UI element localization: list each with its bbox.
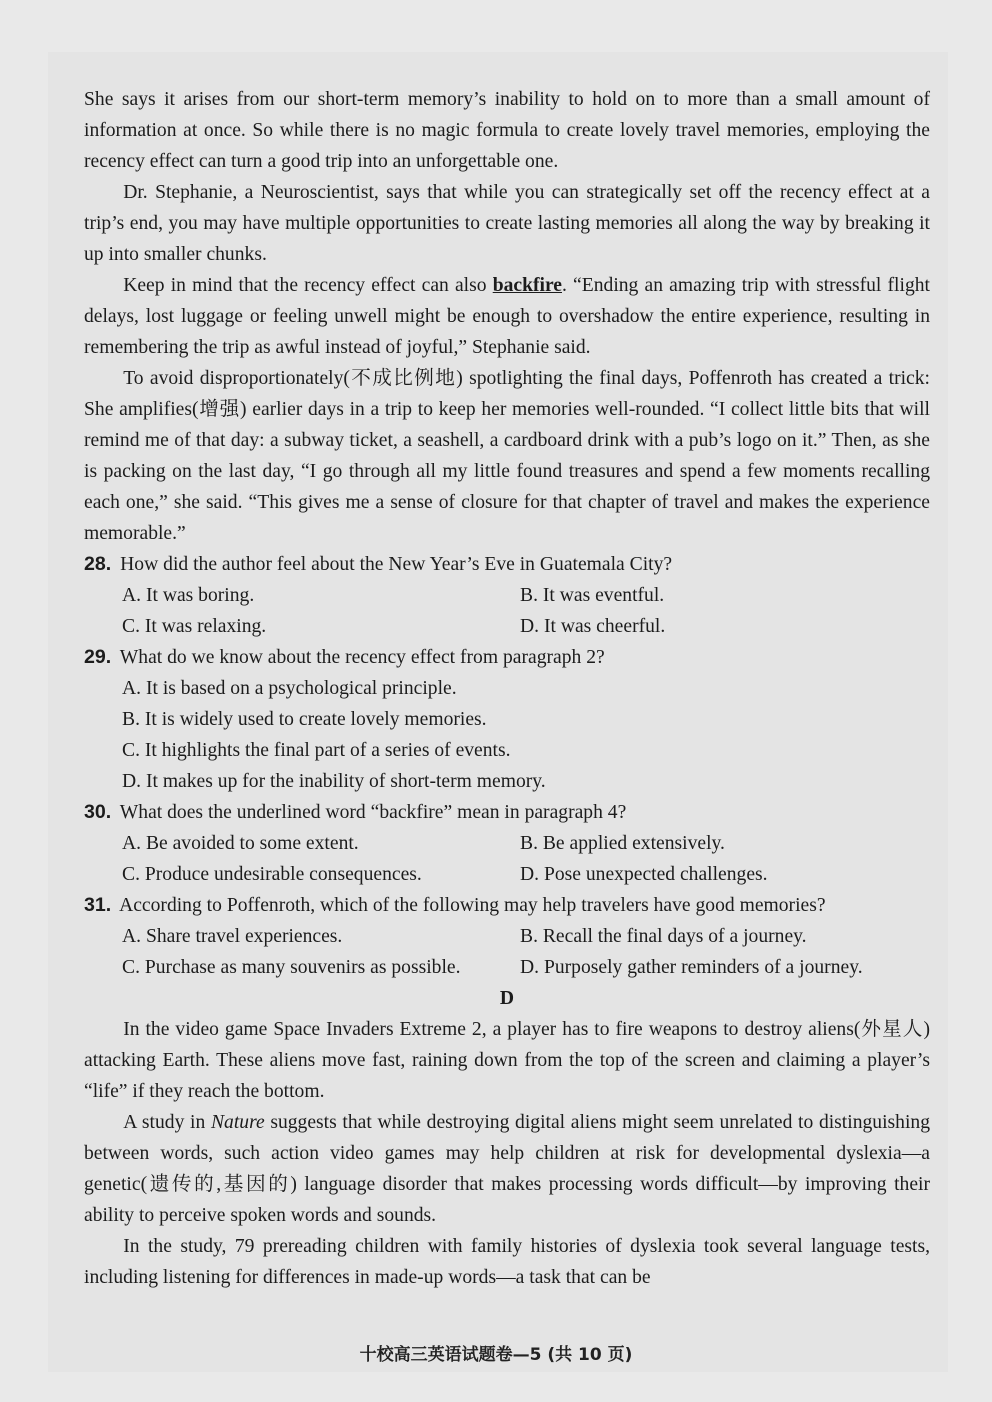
option-b: B. Recall the final days of a journey. [520, 926, 807, 947]
option-c: C. Produce undesirable consequences. [122, 864, 422, 885]
question-29 [84, 642, 930, 797]
option-b: B. It is widely used to create lovely memories. [122, 709, 487, 730]
question-30 [84, 797, 930, 890]
option-a: A. Be avoided to some extent. [122, 833, 359, 854]
backfire-text-after: . “Ending an amazing trip with stressful flight delays, lost luggage or feeling unwell might be enough to overshadow the entire experience, resulting in remembering the trip as awful instead of joyful,” Stephanie said. [84, 275, 930, 358]
passage-d-paragraph-1: In the video game Space Invaders Extreme 2, a player has to fire weapons to destroy aliens(外星人) attacking Earth. These aliens move fast, raining down from the top of the screen and claiming a player’s “life” if they reach the bottom. [84, 1019, 930, 1102]
backfire-text-before: Keep in mind that the recency effect can also [123, 275, 493, 296]
option-d: D. It makes up for the inability of short-term memory. [122, 771, 546, 792]
p2-text-before: A study in [123, 1112, 211, 1133]
passage-d-paragraph-2 [84, 1107, 930, 1231]
backfire-underlined-word: backfire [492, 275, 562, 296]
journal-name: Nature [210, 1112, 265, 1133]
option-a: A. It is based on a psychological principle. [122, 678, 457, 699]
passage-d-heading: D [499, 988, 515, 1009]
question-stem: How did the author feel about the New Year’s Eve in Guatemala City? [120, 554, 673, 575]
question-28 [84, 549, 930, 642]
option-d: D. Pose unexpected challenges. [520, 864, 768, 885]
option-c: C. It highlights the final part of a series of events. [122, 740, 511, 761]
option-d: D. Purposely gather reminders of a journey. [520, 957, 863, 978]
question-stem: What do we know about the recency effect from paragraph 2? [119, 647, 605, 668]
passage-c-paragraph-trick: To avoid disproportionately(不成比例地) spotlighting the final days, Poffenroth has created a trick: She amplifies(增强) earlier days in a trip to keep her memories well-rounded. “I collect little bits that will remind me of that day: a subway ticket, a seashell, a cardboard drink with a pub’s logo on it.” Then, as she is packing on the last day, “I go through all my little found treasures and spend a few moments recalling each one,” she said. “This gives me a sense of closure for that chapter of travel and makes the experience memorable.” [84, 368, 930, 544]
page-footer: 十校高三英语试题卷—5 (共 10 页) [359, 1345, 633, 1365]
question-number: 28. [84, 553, 112, 575]
option-c: C. It was relaxing. [122, 616, 267, 637]
passage-c-paragraph-backfire [84, 270, 930, 363]
passage-c-paragraph-continued: She says it arises from our short-term memory’s inability to hold on to more than a small amount of information at once. So while there is no magic formula to create lovely travel memories, employing the recency effect can turn a good trip into an unforgettable one. [84, 89, 930, 172]
option-a: A. Share travel experiences. [122, 926, 343, 947]
option-b: B. Be applied extensively. [520, 833, 725, 854]
option-b: B. It was eventful. [520, 585, 665, 606]
option-d: D. It was cheerful. [520, 616, 666, 637]
option-a: A. It was boring. [122, 585, 255, 606]
passage-d-paragraph-3: In the study, 79 prereading children with family histories of dyslexia took several language tests, including listening for differences in made-up words—a task that can be [84, 1236, 930, 1288]
question-stem: What does the underlined word “backfire” mean in paragraph 4? [119, 802, 627, 823]
p2-text-after: suggests that while destroying digital aliens might seem unrelated to distinguishing between words, such action video games may help children at risk for developmental dyslexia—a genetic(遗传的,基因的) language disorder that makes processing words difficult—by improving their ability to perceive spoken words and sounds. [84, 1112, 930, 1226]
page-content [84, 84, 930, 1293]
question-number: 30. [84, 801, 112, 823]
question-31 [84, 890, 930, 983]
question-number: 29. [84, 646, 112, 668]
question-stem: According to Poffenroth, which of the following may help travelers have good memories? [119, 895, 826, 916]
question-number: 31. [84, 894, 112, 916]
option-c: C. Purchase as many souvenirs as possible. [122, 957, 461, 978]
passage-c-paragraph-stephanie: Dr. Stephanie, a Neuroscientist, says that while you can strategically set off the recency effect at a trip’s end, you may have multiple opportunities to create lasting memories all along the way by breaking it up into smaller chunks. [84, 182, 930, 265]
